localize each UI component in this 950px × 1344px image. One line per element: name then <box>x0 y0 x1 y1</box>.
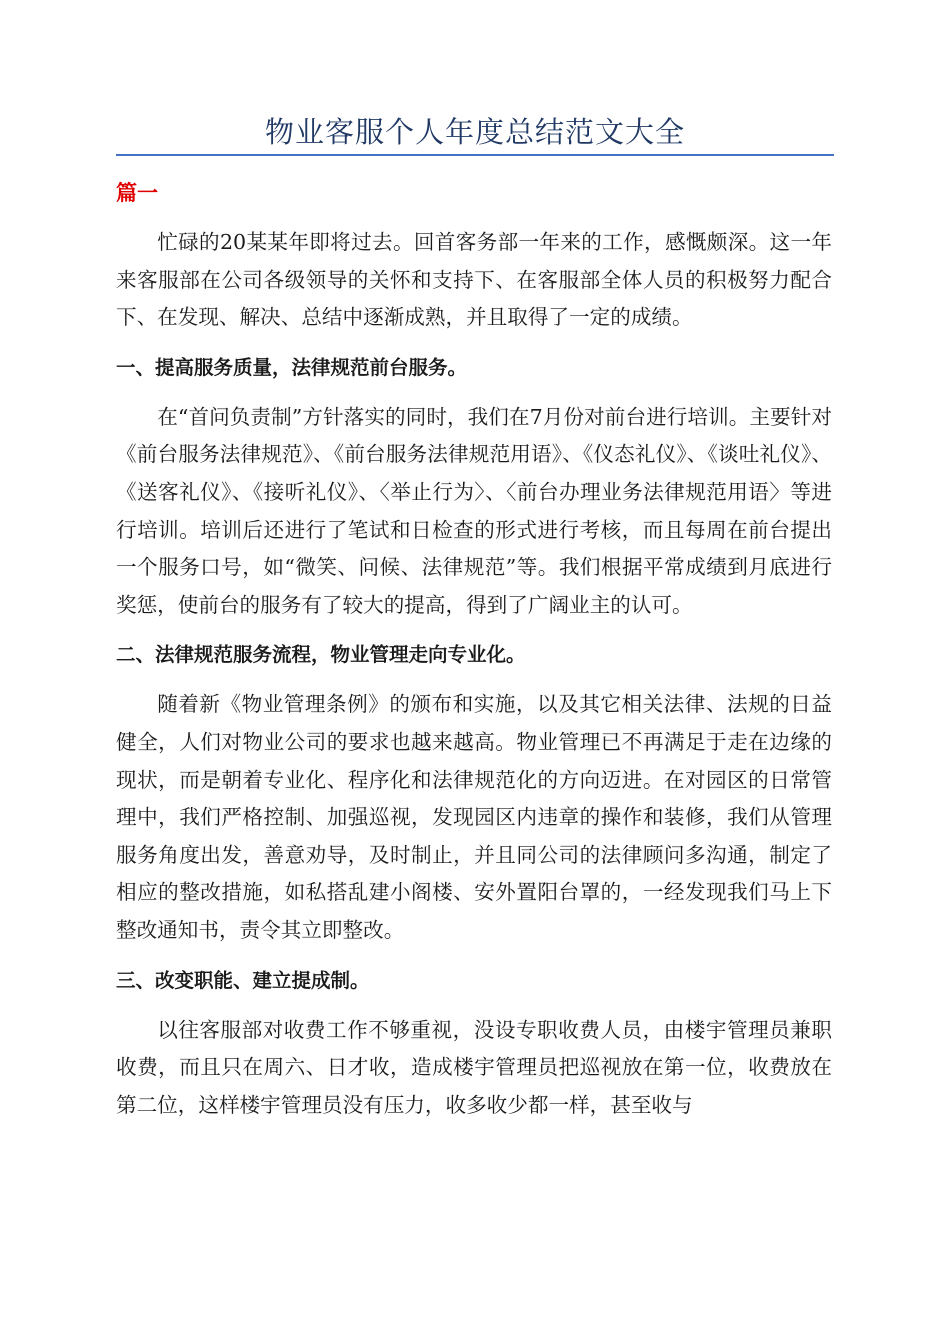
document-body <box>116 174 832 1136</box>
title-underline <box>116 154 834 156</box>
section-label: 篇一 <box>116 181 158 205</box>
section-body-2: 随着新《物业管理条例》的颁布和实施，以及其它相关法律、法规的日益健全，人们对物业公司的要求也越来越高。物业管理已不再满足于走在边缘的现状，而是朝着专业化、程序化和法律规范化的方向迈进。在对园区的日常管理中，我们严格控制、加强巡视，发现园区内违章的操作和装修，我们从管理服务角度出发，善意劝导，及时制止，并且同公司的法律顾问多沟通，制定了相应的整改措施，如私搭乱建小阁楼、安外置阳台罩的，一经发现我们马上下整改通知书，责令其立即整改。 <box>116 692 832 942</box>
intro-paragraph: 忙碌的20某某年即将过去。回首客务部一年来的工作，感慨颇深。这一年来客服部在公司各级领导的关怀和支持下、在客服部全体人员的积极努力配合下、在发现、解决、总结中逐渐成熟，并且取得了一定的成绩。 <box>116 230 832 330</box>
section-heading-3: 三、改变职能、建立提成制。 <box>116 968 370 992</box>
section-heading-1: 一、提高服务质量，法律规范前台服务。 <box>116 355 468 379</box>
section-body-1: 在“首问负责制”方针落实的同时，我们在7月份对前台进行培训。主要针对《前台服务法律规范》、《前台服务法律规范用语》、《仪态礼仪》、《谈吐礼仪》、《送客礼仪》、《接听礼仪》、〈举止行为〉、〈前台办理业务法律规范用语〉等进行培训。培训后还进行了笔试和日检查的形式进行考核，而且每周在前台提出一个服务口号，如“微笑、问候、法律规范”等。我们根据平常成绩到月底进行奖惩，使前台的服务有了较大的提高，得到了广阔业主的认可。 <box>116 404 832 617</box>
section-body-3: 以往客服部对收费工作不够重视，没设专职收费人员，由楼宇管理员兼职收费，而且只在周六、日才收，造成楼宇管理员把巡视放在第一位，收费放在第二位，这样楼宇管理员没有压力，收多收少都一样，甚至收与 <box>116 1017 832 1117</box>
document-title: 物业客服个人年度总结范文大全 <box>264 115 685 149</box>
section-heading-2: 二、法律规范服务流程，物业管理走向专业化。 <box>116 643 526 667</box>
